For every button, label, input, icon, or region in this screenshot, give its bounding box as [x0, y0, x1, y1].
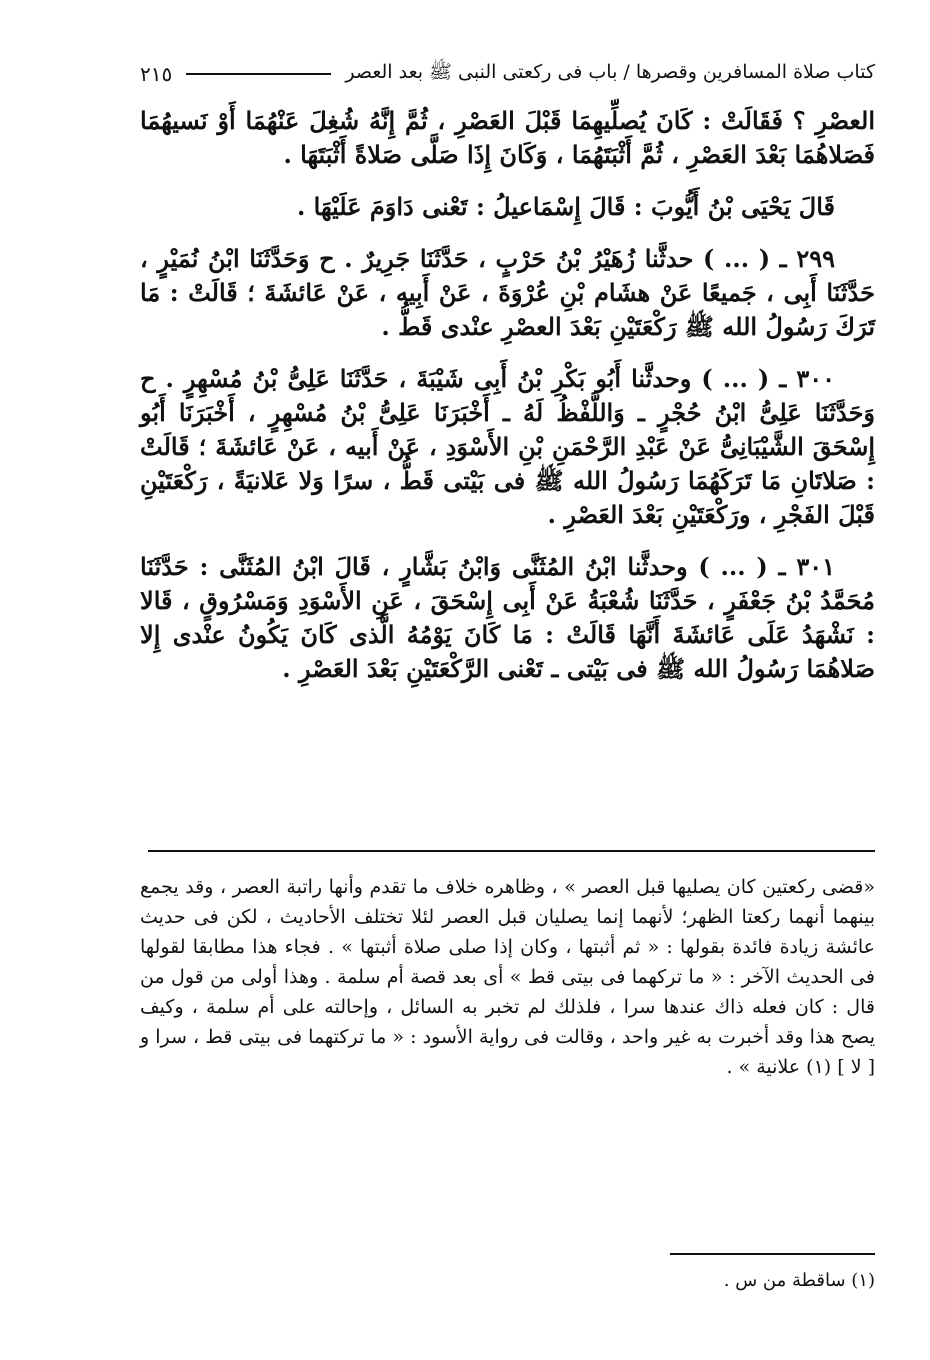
hadith-299: ٢٩٩ ـ ( ... ) حدثَّنا زُهَيْرُ بْنُ حَرْبٍ ، حَدَّثَنَا جَرِيرٌ . ح وَحَدَّثَنَا ابْنُ نُمَيْرٍ ، حَدَّثَنَا أَبِى ، جَميعًا عَنْ هشَام بْنِ عُرْوَةَ ، عَنْ أَبِيه ، عَنْ عَائشَةَ ؛ قَالَتْ : مَا تَرَكَ رَسُولُ الله ﷺ رَكْعَتَيْنِ بَعْدَ العصْرِ عنْدى قَطُّ .	[140, 244, 875, 341]
hadith-300: ٣٠٠ ـ ( ... ) وحدثَّنا أَبُو بَكْرِ بْنُ أَبِى شَيْبَةَ ، حَدَّثَنَا عَلِىُّ بْنُ مُسْهِرٍ . ح وَحَدَّثَنَا عَلِىُّ ابْنُ حُجْرٍ ـ وَاللَّفْظُ لَهُ ـ أَخْبَرَنَا عَلِىُّ بْنُ مُسْهِرٍ ، أَخْبَرَنَا أَبُو إِسْحَقَ الشَّيْبَانِىُّ عَنْ عَبْدِ الرَّحْمَنِ بْنِ الأَسْوَدِ ، عَنْ أَبيه ، عَنْ عَائشَةَ ؛ قَالَتْ : صَلاتَانِ مَا تَرَكَهُمَا رَسُولُ الله ﷺ فى بَيْتى قَطُّ ، سرًا وَلا عَلانيَةً ، رَكْعَتَيْنِ قَبْلَ الفَجْرِ ، ورَكْعَتَيْنِ بَعْدَ العَصْرِ .	[140, 364, 875, 529]
commentary-text: «قضى ركعتين كان يصليها قبل العصر » ، وظاهره خلاف ما تقدم وأنها راتبة العصر ، وقد يجمع بينهما أنهما ركعتا الظهر؛ لأنهما إنما يصليان قبل العصر لئلا تختلف الأحاديث ، لكن فى حديث عائشة زيادة فائدة بقولها : « ثم أثبتها ، وكان إذا صلى صلاة أثبتها » . فجاء هذا مطابقا لقولها فى الحديث الآخر : « ما تركهما فى بيتى قط » أى بعد قصة أم سلمة . وهذا أولى من قول من قال : كان فعله ذاك عندها سرا ، فلذلك لم تخبر به السائل ، وإحالته على أم سلمة ، وكيف يصح هذا وقد أخبرت به غير واحد ، وقالت فى رواية الأسود : « ما تركتهما فى بيتى قط ، سرا و [ لا ] (١) علانية » .	[140, 876, 875, 1078]
header-rule	[186, 73, 331, 75]
hadith-text	[140, 104, 875, 704]
chapter-title: كتاب صلاة المسافرين وقصرها / باب فى ركعتى النبى ﷺ بعد العصر	[345, 61, 875, 83]
hadith-301: ٣٠١ ـ ( ... ) وحدثَّنا ابْنُ المُثَنَّى وَابْنُ بَشَّارٍ ، قَالَ ابْنُ المُثَنَّى : حَدَّثَنَا مُحَمَّدُ بْنُ جَعْفَرٍ ، حَدَّثَنَا شُعْبَةُ عَنْ أَبِى إِسْحَقَ ، عَنِ الأَسْوَدِ وَمَسْرُوقٍ ، قَالا : نَشْهَدُ عَلَى عَائشَةَ أَنَّهَا قَالَتْ : مَا كَانَ يَوْمُهُ الَّذى كَانَ يَكُونُ عنْدى إِلا صَلاهُمَا رَسُولُ الله ﷺ فى بَيْتى ـ تَعْنى الرَّكْعَتَيْنِ بَعْدَ العَصْرِ .	[140, 552, 875, 683]
paragraph-continuation: العصْرِ ؟ فَقَالَتْ : كَانَ يُصلِّيهِمَا قَبْلَ العَصْرِ ، ثُمَّ إِنَّهُ شُغِلَ عَنْهُمَا أَوْ نَسيهُمَا فَصَلاهُمَا بَعْدَ العَصْرِ ، ثُمَّ أَثْبَتَهُمَا ، وَكَانَ إِذَا صَلَّى صَلاةً أَثْبَتَهَا .	[140, 106, 875, 169]
running-header	[140, 56, 875, 92]
footnote-text: (١) ساقطة من س .	[723, 1270, 875, 1291]
commentary-section	[140, 872, 875, 1082]
footnote	[600, 1268, 875, 1294]
commentary-divider	[148, 850, 875, 852]
paragraph-yahya-quote: قَالَ يَحْيَى بْنُ أَيُّوبَ : قَالَ إِسْمَاعيلُ : تَعْنى دَاوَمَ عَلَيْهَا .	[296, 192, 835, 221]
page-number: ٢١٥	[140, 62, 173, 86]
footnote-divider	[670, 1253, 875, 1255]
